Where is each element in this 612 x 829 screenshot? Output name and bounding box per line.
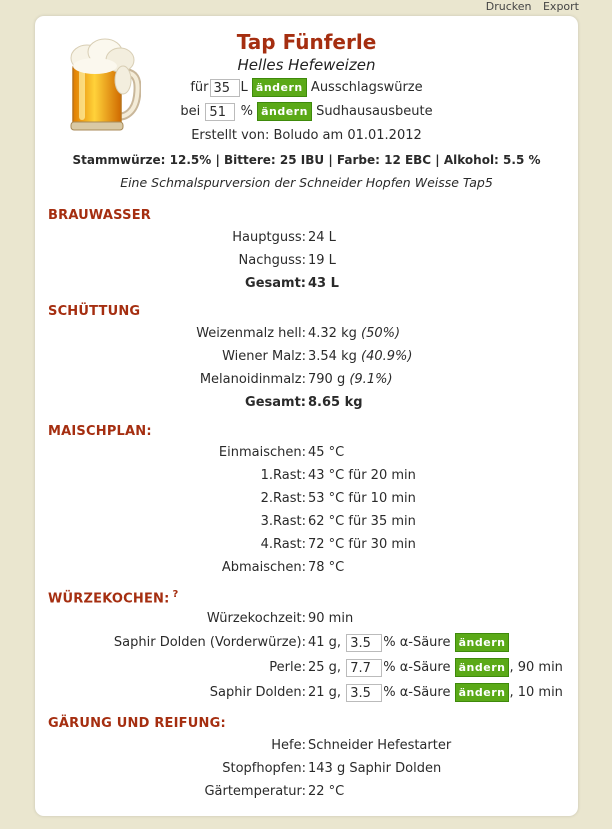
brauwasser-value: 19 L <box>308 253 336 268</box>
hop-row <box>35 681 578 704</box>
alpha-input[interactable]: 7.7 <box>346 659 382 677</box>
section-brauwasser-heading: BRAUWASSER <box>48 208 151 223</box>
malt-value <box>308 322 400 345</box>
change-volume-button[interactable]: ändern <box>252 78 307 97</box>
mash-value: 53 °C für 10 min <box>308 491 416 506</box>
boil-label: Würzekochzeit: <box>206 611 306 626</box>
hop-label: Saphir Dolden: <box>209 685 306 700</box>
volume-unit: L <box>240 80 248 95</box>
malt-amount: 4.32 kg <box>308 326 357 341</box>
mash-value: 43 °C für 20 min <box>308 468 416 483</box>
fermentation-value: Schneider Hefestarter <box>308 738 452 753</box>
mash-value: 78 °C <box>308 560 345 575</box>
brauwasser-label: Gesamt: <box>245 276 306 291</box>
hop-amount: 25 g, <box>308 660 342 675</box>
change-alpha-button[interactable]: ändern <box>455 683 510 702</box>
hop-label: Saphir Dolden (Vorderwürze): <box>113 635 306 650</box>
mash-label: 1.Rast: <box>260 468 306 483</box>
change-alpha-button[interactable]: ändern <box>455 658 510 677</box>
boil-row <box>35 607 578 630</box>
fermentation-value: 143 g Saphir Dolden <box>308 761 442 776</box>
top-links <box>478 0 579 13</box>
efficiency-input[interactable]: 51 <box>205 103 235 121</box>
volume-input[interactable]: 35 <box>210 79 240 97</box>
alpha-unit: % α-Säure <box>383 685 451 700</box>
brauwasser-row <box>35 226 578 249</box>
efficiency-unit: % <box>240 104 253 119</box>
brauwasser-label: Hauptguss: <box>232 230 306 245</box>
malt-label: Melanoidinmalz: <box>199 372 306 387</box>
change-alpha-button[interactable]: ändern <box>455 633 510 652</box>
fermentation-row <box>35 757 578 780</box>
fermentation-label: Stopfhopfen: <box>222 761 306 776</box>
hop-amount: 41 g, <box>308 635 342 650</box>
malt-value <box>308 345 412 368</box>
mash-row <box>35 556 578 579</box>
alpha-input[interactable]: 3.5 <box>346 684 382 702</box>
mash-label: 3.Rast: <box>260 514 306 529</box>
malt-amount: 3.54 kg <box>308 349 357 364</box>
mash-label: Einmaischen: <box>218 445 306 460</box>
malt-value: 8.65 kg <box>308 395 363 410</box>
recipe-title: Tap Fünferle <box>236 30 377 54</box>
efficiency-suffix: Sudhausausbeute <box>316 104 433 119</box>
efficiency-prefix: bei <box>180 104 201 119</box>
malt-row <box>35 345 578 368</box>
fermentation-row <box>35 780 578 803</box>
recipe-header <box>35 30 578 194</box>
hop-row <box>35 656 578 679</box>
mash-label: Abmaischen: <box>221 560 306 575</box>
recipe-stats: Stammwürze: 12.5% | Bittere: 25 IBU | Farbe: 12 EBC | Alkohol: 5.5 % <box>72 153 541 167</box>
recipe-description: Eine Schmalspurversion der Schneider Hopfen Weisse Tap5 <box>120 175 493 190</box>
recipe-card <box>35 16 578 816</box>
hop-time: , 90 min <box>509 660 563 675</box>
hop-value <box>308 631 509 654</box>
fermentation-value: 22 °C <box>308 784 345 799</box>
mash-row <box>35 487 578 510</box>
mash-row <box>35 533 578 556</box>
malt-percent: (9.1%) <box>349 372 393 387</box>
section-schuettung-heading: SCHÜTTUNG <box>48 304 141 319</box>
brauwasser-total-row <box>35 272 578 295</box>
mash-value: 45 °C <box>308 445 345 460</box>
export-link[interactable]: Export <box>542 0 579 13</box>
mash-value: 62 °C für 35 min <box>308 514 416 529</box>
wuerzekochen-title: WÜRZEKOCHEN: <box>48 591 170 607</box>
efficiency-row <box>35 100 578 124</box>
brauwasser-value: 24 L <box>308 230 336 245</box>
section-maischplan-heading: MAISCHPLAN: <box>48 424 152 439</box>
malt-amount: 790 g <box>308 372 346 387</box>
malt-percent: (40.9%) <box>361 349 413 364</box>
mash-row <box>35 510 578 533</box>
volume-prefix: für <box>190 80 209 95</box>
volume-row <box>35 76 578 100</box>
alpha-unit: % α-Säure <box>383 660 451 675</box>
volume-suffix: Ausschlagswürze <box>310 80 423 95</box>
section-gaerung-heading: GÄRUNG UND REIFUNG: <box>48 716 226 731</box>
brauwasser-label: Nachguss: <box>238 253 306 268</box>
brauwasser-value: 43 L <box>308 276 339 291</box>
malt-percent: (50%) <box>361 326 401 341</box>
recipe-style: Helles Hefeweizen <box>237 56 376 74</box>
hop-value <box>308 681 563 704</box>
alpha-unit: % α-Säure <box>383 635 451 650</box>
change-efficiency-button[interactable]: ändern <box>257 102 312 121</box>
hop-label: Perle: <box>269 660 306 675</box>
hop-time: , 10 min <box>509 685 563 700</box>
mash-label: 4.Rast: <box>260 537 306 552</box>
fermentation-row <box>35 734 578 757</box>
mash-value: 72 °C für 30 min <box>308 537 416 552</box>
created-by: Erstellt von: Boludo am 01.01.2012 <box>191 128 422 143</box>
malt-row <box>35 368 578 391</box>
malt-total-row <box>35 391 578 414</box>
help-icon[interactable]: ? <box>172 589 179 600</box>
fermentation-label: Hefe: <box>271 738 306 753</box>
hop-amount: 21 g, <box>308 685 342 700</box>
fermentation-label: Gärtemperatur: <box>204 784 306 799</box>
malt-value <box>308 368 393 391</box>
boil-value: 90 min <box>308 611 354 626</box>
brauwasser-row <box>35 249 578 272</box>
alpha-input[interactable]: 3.5 <box>346 634 382 652</box>
hop-value <box>308 656 563 679</box>
section-wuerzekochen-heading <box>48 589 179 606</box>
hop-row <box>35 631 578 654</box>
malt-label: Wiener Malz: <box>222 349 306 364</box>
mash-row <box>35 441 578 464</box>
malt-label: Weizenmalz hell: <box>196 326 306 341</box>
malt-label: Gesamt: <box>245 395 306 410</box>
mash-label: 2.Rast: <box>260 491 306 506</box>
malt-row <box>35 322 578 345</box>
print-link[interactable]: Drucken <box>485 0 532 13</box>
mash-row <box>35 464 578 487</box>
